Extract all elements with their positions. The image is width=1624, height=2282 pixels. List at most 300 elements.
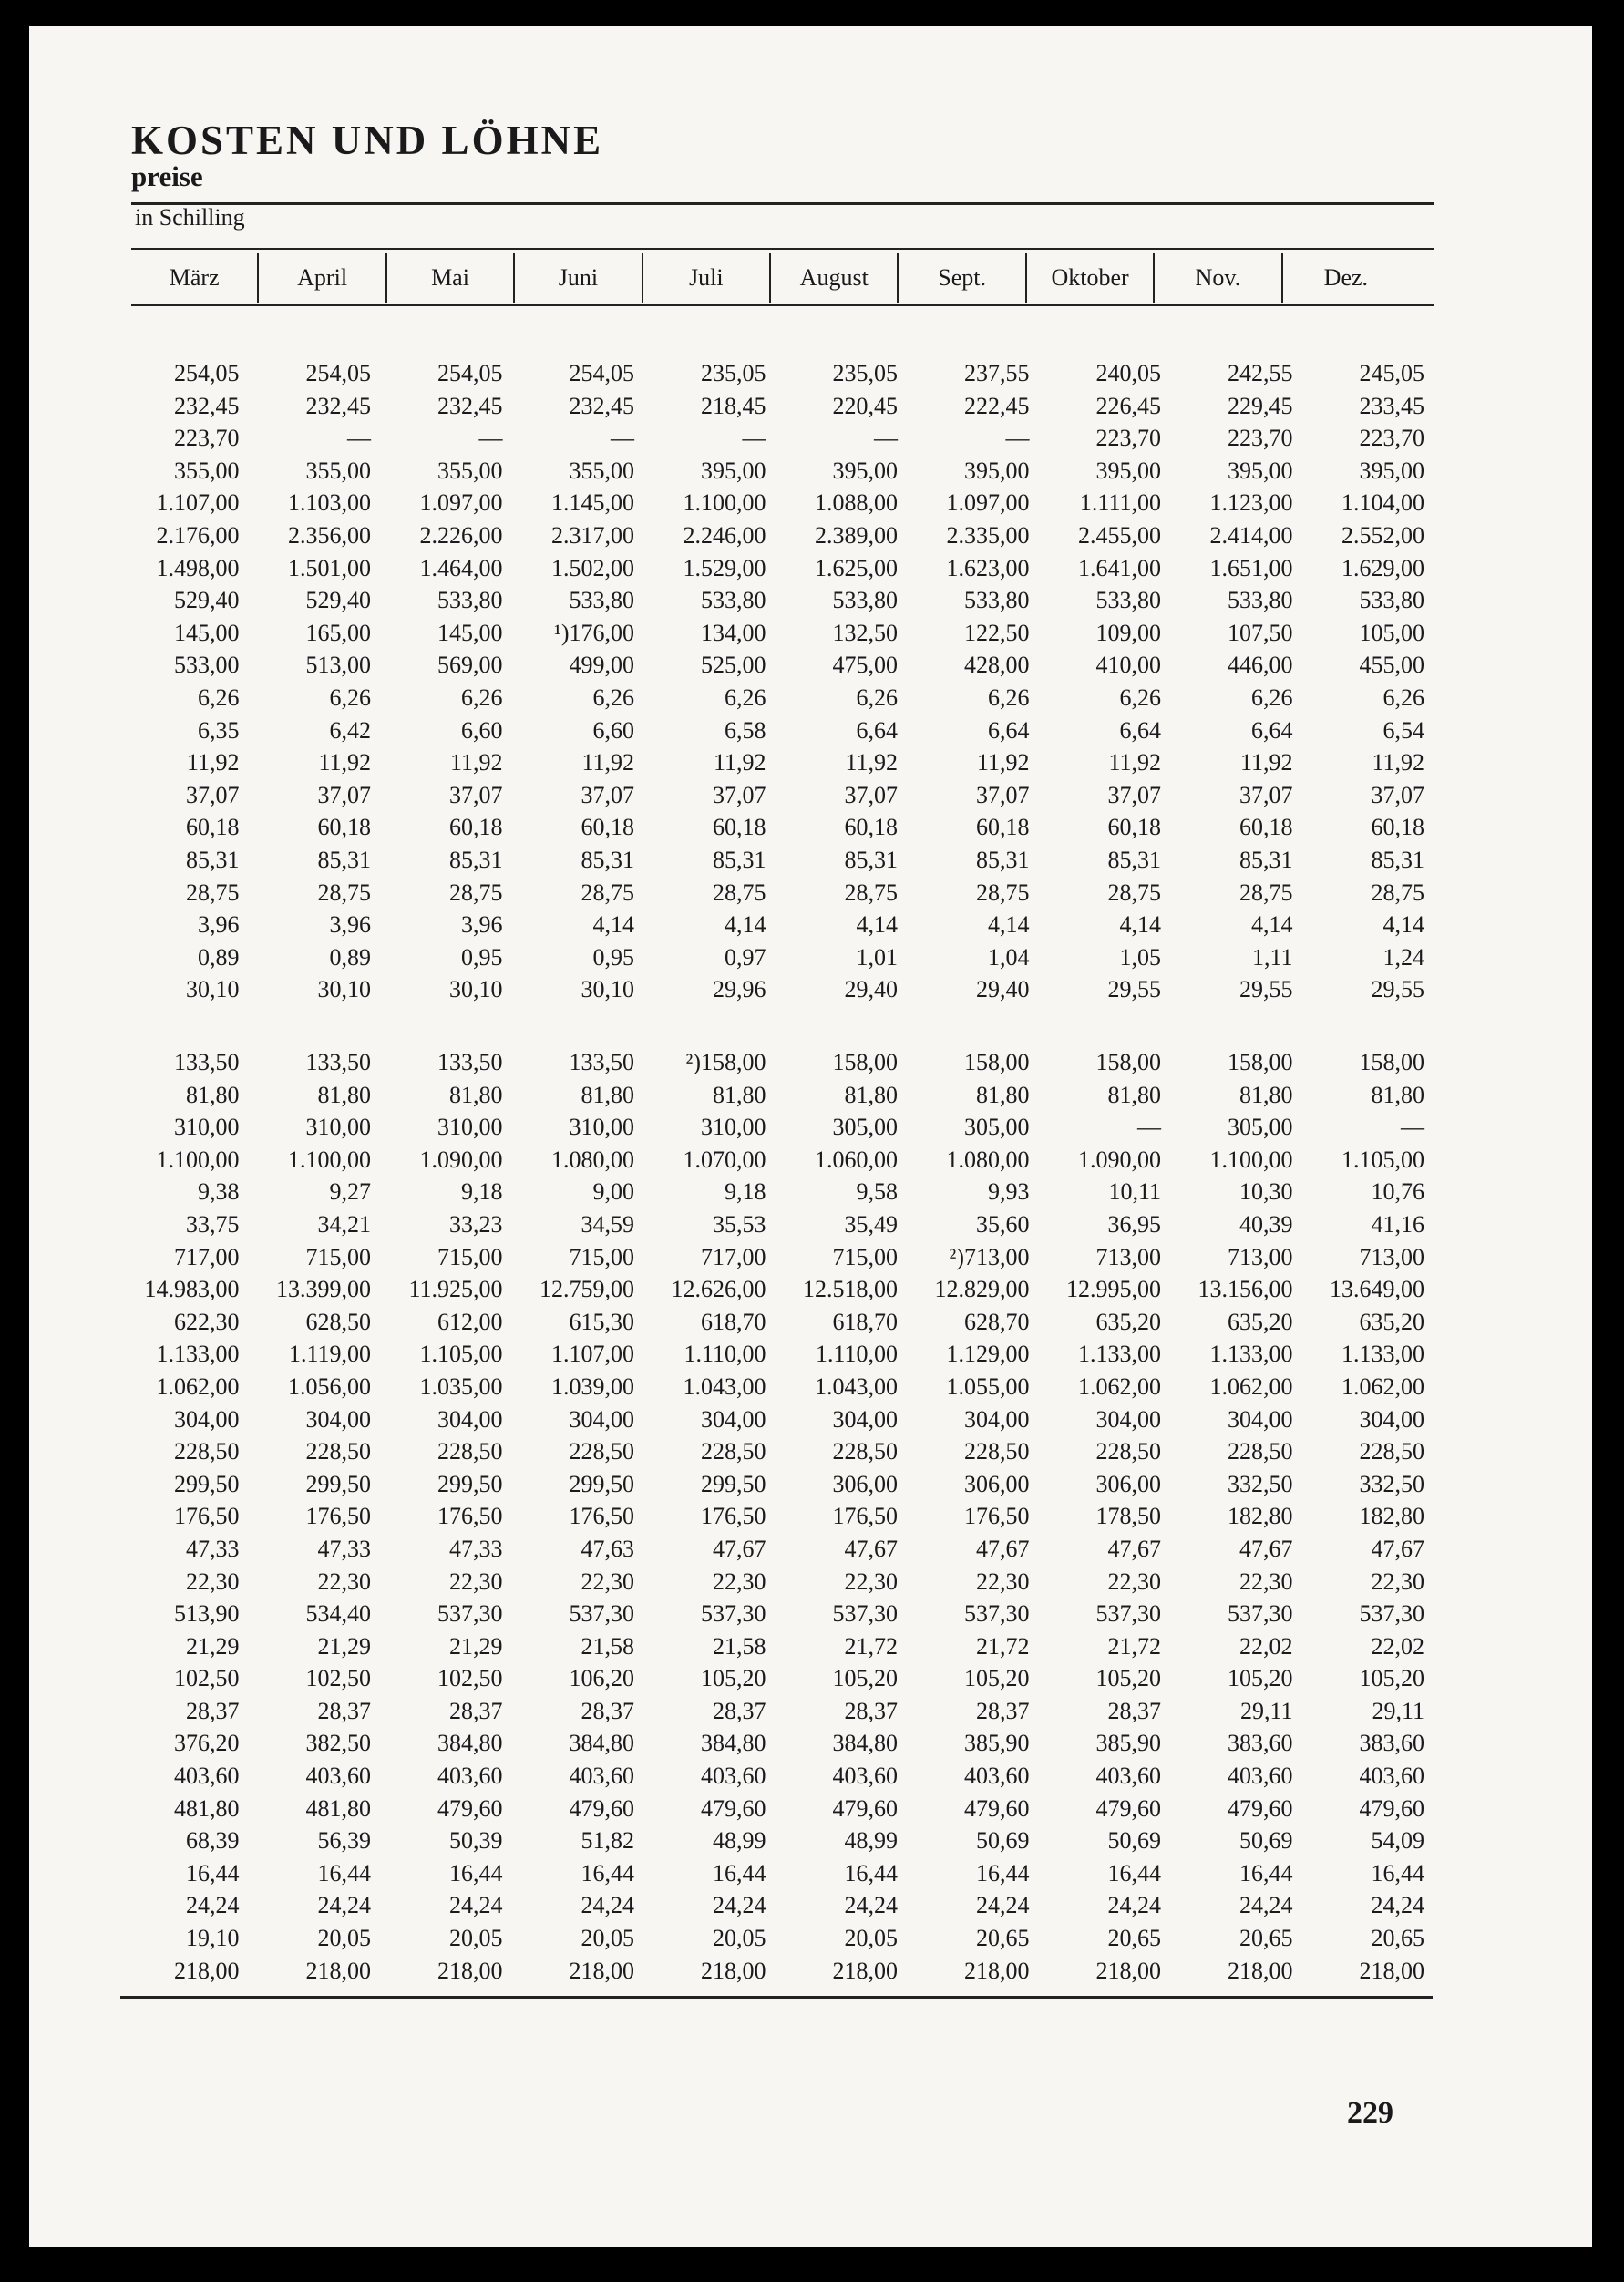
table-cell: 537,30	[1095, 1600, 1161, 1628]
table-cell: 615,30	[569, 1308, 634, 1335]
table-cell: 105,00	[1359, 619, 1424, 646]
table-cell: 133,50	[437, 1049, 503, 1075]
table-cell: 481,80	[305, 1794, 371, 1822]
table-row	[120, 1144, 1437, 1177]
table-cell: 176,50	[832, 1503, 898, 1530]
table-cell: 22,30	[1239, 1568, 1293, 1595]
table-cell: 6,35	[198, 716, 240, 744]
table-row	[120, 1889, 1437, 1922]
table-cell: 455,00	[1359, 652, 1424, 679]
table-cell: 6,60	[461, 716, 503, 744]
table-cell: 4,14	[725, 911, 766, 939]
table-cell: 20,05	[844, 1925, 898, 1952]
table-row	[120, 487, 1437, 519]
table-cell: 310,00	[305, 1114, 371, 1141]
table-cell: 22,30	[317, 1568, 371, 1595]
table-cell: 109,00	[1095, 619, 1161, 646]
unit-label: in Schilling	[135, 204, 245, 231]
table-cell: 4,14	[1251, 911, 1293, 939]
table-cell: 16,44	[581, 1859, 634, 1886]
table-cell: 235,05	[701, 360, 766, 386]
table-cell: 60,18	[1107, 814, 1161, 841]
table-row	[120, 357, 1437, 390]
table-cell: 537,30	[701, 1600, 766, 1628]
table-cell: 254,05	[174, 360, 240, 386]
table-cell: 355,00	[174, 457, 240, 484]
table-cell: 384,80	[437, 1730, 503, 1757]
table-cell: 305,00	[964, 1114, 1030, 1141]
table-cell: 1.062,00	[156, 1372, 240, 1400]
table-cell: 6,42	[329, 716, 371, 744]
table-cell: 1.043,00	[815, 1372, 898, 1400]
table-cell: 22,02	[1239, 1632, 1293, 1660]
table-cell: 1.502,00	[551, 554, 634, 581]
table-cell: 1.070,00	[683, 1146, 766, 1173]
table-cell: 50,69	[1107, 1827, 1161, 1855]
table-cell: 228,50	[437, 1438, 503, 1465]
table-cell: —	[1005, 425, 1030, 452]
table-cell: 60,18	[449, 814, 503, 841]
table-cell: 304,00	[832, 1405, 898, 1433]
table-cell: 533,80	[832, 587, 898, 614]
table-cell: 537,30	[964, 1600, 1030, 1628]
table-cell: 384,80	[569, 1730, 634, 1757]
table-cell: 0,95	[592, 943, 634, 971]
table-cell: 81,80	[1107, 1081, 1161, 1108]
table-cell: 2.246,00	[683, 521, 766, 549]
table-cell: 533,80	[1359, 587, 1424, 614]
table-cell: 47,67	[1239, 1535, 1293, 1562]
table-cell: 9,27	[329, 1178, 371, 1206]
table-cell: 12.759,00	[540, 1276, 634, 1303]
table-cell: 1,05	[1119, 943, 1161, 971]
table-cell: 24,24	[1371, 1892, 1424, 1919]
table-cell: 223,70	[1359, 425, 1424, 452]
table-cell: 176,50	[964, 1503, 1030, 1530]
table-cell: 537,30	[1359, 1600, 1424, 1628]
table-cell: 228,50	[174, 1438, 240, 1465]
table-row	[120, 714, 1437, 747]
table-cell: 479,60	[964, 1794, 1030, 1822]
table-cell: 22,30	[186, 1568, 240, 1595]
table-cell: 106,20	[569, 1665, 634, 1692]
table-cell: 385,90	[964, 1730, 1030, 1757]
table-row	[120, 584, 1437, 617]
table-cell: 1.110,00	[684, 1341, 766, 1368]
table-row	[120, 1630, 1437, 1663]
table-cell: 132,50	[832, 619, 898, 646]
table-cell: 479,60	[1359, 1794, 1424, 1822]
table-cell: 717,00	[174, 1243, 240, 1270]
table-cell: 37,07	[449, 781, 503, 808]
table-cell: 28,37	[581, 1697, 634, 1724]
table-cell: 383,60	[1228, 1730, 1293, 1757]
table-row	[120, 1598, 1437, 1630]
table-cell: 13.399,00	[276, 1276, 371, 1303]
table-cell: 475,00	[832, 652, 898, 679]
table-row	[120, 455, 1437, 488]
table-cell: 537,30	[1228, 1600, 1293, 1628]
table-row	[120, 1566, 1437, 1598]
table-cell: 4,14	[1382, 911, 1424, 939]
table-cell: 355,00	[569, 457, 634, 484]
table-cell: 13.156,00	[1197, 1276, 1293, 1303]
table-cell: 304,00	[964, 1405, 1030, 1433]
table-cell: 237,55	[964, 360, 1030, 386]
table-cell: 254,05	[305, 360, 371, 386]
table-cell: 28,75	[1239, 879, 1293, 906]
table-cell: 218,00	[305, 1957, 371, 1984]
table-cell: 48,99	[844, 1827, 898, 1855]
table-cell: 2.414,00	[1209, 521, 1293, 549]
table-cell: 479,60	[1095, 1794, 1161, 1822]
table-cell: 537,30	[832, 1600, 898, 1628]
table-cell: 218,00	[701, 1957, 766, 1984]
table-cell: 11,92	[713, 749, 766, 776]
table-cell: 223,70	[174, 425, 240, 452]
table-cell: 2.226,00	[419, 521, 503, 549]
table-cell: 47,67	[1371, 1535, 1424, 1562]
table-cell: 50,69	[976, 1827, 1030, 1855]
table-cell: 618,70	[832, 1308, 898, 1335]
table-cell: 1.629,00	[1341, 554, 1424, 581]
table-cell: 122,50	[964, 619, 1030, 646]
table-cell: 16,44	[317, 1859, 371, 1886]
table-cell: 28,37	[976, 1697, 1030, 1724]
table-cell: 304,00	[569, 1405, 634, 1433]
table-cell: 235,05	[832, 360, 898, 386]
table-cell: 382,50	[305, 1730, 371, 1757]
table-cell: 21,72	[976, 1632, 1030, 1660]
table-cell: 715,00	[437, 1243, 503, 1270]
table-cell: 410,00	[1095, 652, 1161, 679]
table-cell: 635,20	[1359, 1308, 1424, 1335]
table-cell: 1.145,00	[551, 489, 634, 517]
table-cell: 1.623,00	[946, 554, 1030, 581]
table-cell: 529,40	[174, 587, 240, 614]
column-header-row	[131, 253, 1409, 303]
table-cell: 403,60	[701, 1763, 766, 1790]
table-cell: 218,00	[437, 1957, 503, 1984]
table-cell: 85,31	[1239, 846, 1293, 873]
table-cell: 1.119,00	[288, 1341, 371, 1368]
table-bottom-rule	[120, 1996, 1433, 1999]
table-cell: 81,80	[317, 1081, 371, 1108]
table-cell: 41,16	[1371, 1210, 1424, 1238]
table-cell: 6,26	[592, 684, 634, 711]
table-cell: 1.056,00	[288, 1372, 371, 1400]
table-cell: 6,26	[198, 684, 240, 711]
table-cell: 16,44	[976, 1859, 1030, 1886]
table-cell: 16,44	[844, 1859, 898, 1886]
column-header: Oktober	[1025, 253, 1153, 303]
table-cell: 9,00	[592, 1178, 634, 1206]
table-row	[120, 941, 1437, 974]
table-cell: 1.035,00	[419, 1372, 503, 1400]
table-cell: 1,11	[1251, 943, 1293, 971]
table-cell: 28,75	[449, 879, 503, 906]
table-row	[120, 682, 1437, 714]
table-cell: 29,11	[1239, 1697, 1293, 1724]
table-cell: 218,00	[174, 1957, 240, 1984]
table-row	[120, 617, 1437, 650]
table-cell: 299,50	[305, 1470, 371, 1497]
table-cell: 30,10	[581, 976, 634, 1003]
table-cell: 395,00	[1095, 457, 1161, 484]
table-cell: 1.100,00	[156, 1146, 240, 1173]
table-cell: 304,00	[1228, 1405, 1293, 1433]
table-cell: 513,90	[174, 1600, 240, 1628]
table-cell: 158,00	[1095, 1049, 1161, 1075]
table-cell: 1.651,00	[1209, 554, 1293, 581]
column-header: Nov.	[1153, 253, 1280, 303]
table-cell: 105,20	[701, 1665, 766, 1692]
table-cell: 533,00	[174, 652, 240, 679]
table-cell: 145,00	[437, 619, 503, 646]
table-cell: 533,80	[701, 587, 766, 614]
table-cell: 16,44	[713, 1859, 766, 1886]
table-row	[120, 1111, 1437, 1144]
table-cell: 299,50	[701, 1470, 766, 1497]
table-cell: 29,55	[1371, 976, 1424, 1003]
table-cell: 1.110,00	[815, 1341, 898, 1368]
table-cell: 6,54	[1382, 716, 1424, 744]
table-cell: 6,26	[461, 684, 503, 711]
table-cell: 1.097,00	[419, 489, 503, 517]
table-cell: 6,58	[725, 716, 766, 744]
table-cell: 233,45	[1359, 392, 1424, 419]
table-cell: 22,30	[581, 1568, 634, 1595]
table-cell: 1.055,00	[946, 1372, 1030, 1400]
table-cell: 395,00	[701, 457, 766, 484]
table-cell: 54,09	[1371, 1827, 1424, 1855]
page-subtitle: preise	[131, 160, 203, 192]
table-cell: 35,60	[976, 1210, 1030, 1238]
table-cell: 1.100,00	[1209, 1146, 1293, 1173]
table-cell: 102,50	[174, 1665, 240, 1692]
table-cell: 37,07	[581, 781, 634, 808]
table-cell: 81,80	[449, 1081, 503, 1108]
table-cell: 10,30	[1239, 1178, 1293, 1206]
table-cell: 1.043,00	[683, 1372, 766, 1400]
table-cell: 3,96	[461, 911, 503, 939]
table-cell: 1.090,00	[1078, 1146, 1161, 1173]
table-cell: 13.649,00	[1330, 1276, 1424, 1303]
column-header: April	[257, 253, 385, 303]
table-cell: 4,14	[1119, 911, 1161, 939]
table-row	[120, 811, 1437, 844]
table-cell: 355,00	[437, 457, 503, 484]
table-cell: 0,95	[461, 943, 503, 971]
table-cell: 40,39	[1239, 1210, 1293, 1238]
table-cell: 11,92	[1239, 749, 1293, 776]
document-page	[29, 26, 1592, 2247]
table-cell: 403,60	[437, 1763, 503, 1790]
table-cell: 569,00	[437, 652, 503, 679]
table-cell: —	[742, 425, 766, 452]
table-cell: 1.133,00	[1078, 1341, 1161, 1368]
table-cell: 622,30	[174, 1308, 240, 1335]
table-cell: 3,96	[329, 911, 371, 939]
table-cell: 228,50	[964, 1438, 1030, 1465]
table-row	[120, 1500, 1437, 1533]
table-cell: 6,26	[988, 684, 1030, 711]
table-cell: 28,37	[1107, 1697, 1161, 1724]
table-row	[120, 1079, 1437, 1112]
table-cell: 29,96	[713, 976, 766, 1003]
table-cell: 9,18	[461, 1178, 503, 1206]
table-cell: 81,80	[713, 1081, 766, 1108]
table-cell: 24,24	[186, 1892, 240, 1919]
table-cell: 11,92	[976, 749, 1030, 776]
table-cell: —	[611, 425, 634, 452]
table-cell: 20,65	[976, 1925, 1030, 1952]
table-cell: 403,60	[1228, 1763, 1293, 1790]
table-cell: 2.455,00	[1078, 521, 1161, 549]
table-cell: 1.060,00	[815, 1146, 898, 1173]
table-cell: 6,64	[1251, 716, 1293, 744]
table-cell: 1.133,00	[1341, 1341, 1424, 1368]
table-cell: 21,72	[1107, 1632, 1161, 1660]
table-cell: 479,60	[569, 1794, 634, 1822]
table-cell: 218,00	[1095, 1957, 1161, 1984]
table-cell: 529,40	[305, 587, 371, 614]
table-cell: 306,00	[1095, 1470, 1161, 1497]
table-cell: 33,23	[449, 1210, 503, 1238]
table-cell: 21,72	[844, 1632, 898, 1660]
table-cell: 403,60	[832, 1763, 898, 1790]
table-cell: 1.129,00	[946, 1341, 1030, 1368]
column-header: Juni	[513, 253, 641, 303]
table-cell: 28,75	[317, 879, 371, 906]
table-cell: 11,92	[1108, 749, 1161, 776]
table-cell: 2.335,00	[946, 521, 1030, 549]
table-cell: 222,45	[964, 392, 1030, 419]
table-cell: 176,50	[174, 1503, 240, 1530]
table-row	[120, 1241, 1437, 1274]
table-row	[120, 1468, 1437, 1501]
table-cell: 1,04	[988, 943, 1030, 971]
table-cell: 29,40	[844, 976, 898, 1003]
table-cell: 628,70	[964, 1308, 1030, 1335]
table-row	[120, 552, 1437, 585]
table-cell: 28,37	[713, 1697, 766, 1724]
table-cell: 395,00	[964, 457, 1030, 484]
table-row	[120, 1046, 1437, 1079]
table-cell: 618,70	[701, 1308, 766, 1335]
table-cell: 28,75	[186, 879, 240, 906]
table-cell: 304,00	[701, 1405, 766, 1433]
table-cell: 30,10	[186, 976, 240, 1003]
table-cell: 47,67	[713, 1535, 766, 1562]
table-row	[120, 1208, 1437, 1241]
table-cell: 134,00	[701, 619, 766, 646]
table-cell: 81,80	[844, 1081, 898, 1108]
table-cell: 715,00	[569, 1243, 634, 1270]
table-cell: 9,18	[725, 1178, 766, 1206]
table-cell: 479,60	[1228, 1794, 1293, 1822]
table-cell: 2.356,00	[288, 521, 371, 549]
table-cell: 176,50	[305, 1503, 371, 1530]
table-cell: 60,18	[713, 814, 766, 841]
table-cell: 1.501,00	[288, 554, 371, 581]
table-cell: 228,50	[701, 1438, 766, 1465]
table-cell: 332,50	[1228, 1470, 1293, 1497]
table-cell: 299,50	[437, 1470, 503, 1497]
table-cell: 537,30	[437, 1600, 503, 1628]
table-cell: 12.829,00	[934, 1276, 1030, 1303]
table-cell: 1.641,00	[1078, 554, 1161, 581]
table-cell: 299,50	[569, 1470, 634, 1497]
table-cell: 428,00	[964, 652, 1030, 679]
table-cell: 81,80	[186, 1081, 240, 1108]
table-cell: 47,67	[1107, 1535, 1161, 1562]
table-cell: 21,58	[713, 1632, 766, 1660]
table-row	[120, 1306, 1437, 1339]
table-cell: 85,31	[449, 846, 503, 873]
table-cell: 534,40	[305, 1600, 371, 1628]
table-cell: 533,80	[1228, 587, 1293, 614]
table-cell: 6,64	[988, 716, 1030, 744]
table-cell: 218,00	[569, 1957, 634, 1984]
table-row	[120, 390, 1437, 423]
table-section-2	[120, 1046, 1437, 1987]
table-cell: 228,50	[569, 1438, 634, 1465]
table-cell: 228,50	[832, 1438, 898, 1465]
column-header: Dez.	[1281, 253, 1409, 303]
table-cell: 310,00	[569, 1114, 634, 1141]
table-cell: 403,60	[569, 1763, 634, 1790]
table-row	[120, 909, 1437, 941]
column-header: März	[169, 264, 220, 291]
table-cell: 1,24	[1382, 943, 1424, 971]
table-cell: 533,80	[964, 587, 1030, 614]
table-cell: 6,26	[1251, 684, 1293, 711]
table-cell: 254,05	[569, 360, 634, 386]
table-cell: 81,80	[976, 1081, 1030, 1108]
table-cell: 178,50	[1095, 1503, 1161, 1530]
table-cell: 240,05	[1095, 360, 1161, 386]
table-cell: 533,80	[437, 587, 503, 614]
table-cell: 1.107,00	[156, 489, 240, 517]
table-cell: 11,92	[1372, 749, 1424, 776]
table-cell: 1.105,00	[1341, 1146, 1424, 1173]
page-number: 229	[1347, 2096, 1393, 2130]
table-row	[120, 844, 1437, 877]
table-cell: 533,80	[569, 587, 634, 614]
table-cell: 2.552,00	[1341, 521, 1424, 549]
table-cell: 56,39	[317, 1827, 371, 1855]
table-cell: 11,92	[845, 749, 898, 776]
table-cell: 6,26	[1382, 684, 1424, 711]
table-cell: 29,11	[1372, 1697, 1424, 1724]
table-cell: 102,50	[437, 1665, 503, 1692]
table-cell: —	[1401, 1114, 1424, 1141]
table-cell: 37,07	[317, 781, 371, 808]
table-cell: 0,89	[198, 943, 240, 971]
table-cell: 9,93	[988, 1178, 1030, 1206]
table-cell: 713,00	[1228, 1243, 1293, 1270]
table-cell: 22,30	[1107, 1568, 1161, 1595]
table-cell: 395,00	[832, 457, 898, 484]
table-cell: 715,00	[305, 1243, 371, 1270]
table-cell: 20,65	[1239, 1925, 1293, 1952]
table-cell: 20,05	[449, 1925, 503, 1952]
table-cell: 133,50	[569, 1049, 634, 1075]
table-cell: 1.111,00	[1079, 489, 1161, 517]
table-cell: 1.103,00	[288, 489, 371, 517]
table-cell: 24,24	[713, 1892, 766, 1919]
